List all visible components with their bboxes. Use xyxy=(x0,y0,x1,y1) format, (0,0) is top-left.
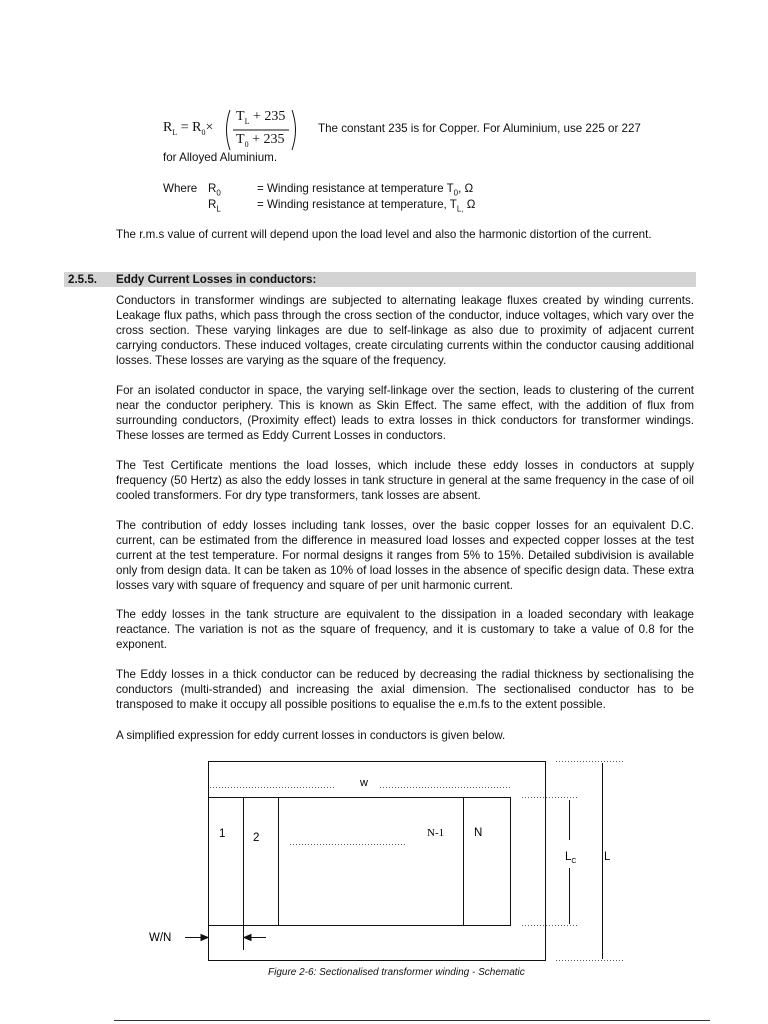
footer-rule xyxy=(114,1020,710,1021)
paragraph-contribution: The contribution of eddy losses including tank losses, over the basic copper losses for an equivalent D.C. current, can be estimated from the difference in measured load losses and expected copper losses at the test current at the test temperature. For normal designs it ranges from 5% to 15%. Detailed subdivision is available only from design data. It can be taken as 10% of load losses in the absence of specific design data. These extra losses vary with square of frequency and square of per unit harmonic current. xyxy=(116,519,694,592)
where-r0-symbol: $R_0$ xyxy=(208,182,221,198)
formula-lhs: $R_L = R_0\times$ xyxy=(163,120,214,137)
label-lc: $L_C$ xyxy=(565,851,577,865)
where-r0-desc: = Winding resistance at temperature $T_0$, Ω xyxy=(257,182,474,198)
formula-note: The constant 235 is for Copper. For Aluminium, use 225 or 227 xyxy=(318,122,641,135)
section-title: Eddy Current Losses in conductors: xyxy=(116,273,317,286)
figure-caption: Figure 2-6: Sectionalised transformer winding - Schematic xyxy=(268,967,525,978)
winding-conductor-region xyxy=(209,798,511,926)
label-l: L xyxy=(604,851,611,863)
where-rl-symbol: $R_L$ xyxy=(208,198,221,214)
paragraph-simplified-expression: A simplified expression for eddy current losses in conductors is given below. xyxy=(116,729,506,742)
paragraph-skin-effect: For an isolated conductor in space, the varying self-linkage over the section, leads to clustering of the current near the conductor periphery. This is known as Skin Effect. The same effect, with the addition of flux from surrounding conductors, (Proximity effect) leads to extra losses in thick conductors for transformer windings. These losses are termed as Eddy Current Losses in conductors. xyxy=(116,384,694,442)
label-wn: W/N xyxy=(149,932,172,944)
formula-note-continued: for Alloyed Aluminium. xyxy=(163,151,278,164)
wn-arrow-left xyxy=(185,935,208,941)
paragraph-tank-losses: The eddy losses in the tank structure are equivalent to the dissipation in a loaded secondary with leakage reactance. The variation is not as the square of frequency, and it is customary to take a value of 0.8 for the exponent. xyxy=(116,608,694,651)
label-conductor-n: N xyxy=(474,827,483,839)
paragraph-eddy-intro: Conductors in transformer windings are subjected to alternating leakage fluxes created by winding currents. Leakage flux paths, which pass through the cross section of the conductor, induce voltages, which vary over the cross section. These varying linkages are due to self-linkage as also due to proximity of adjacent current carrying conductors. These induced voltages, create circulating currents within the conductor causing additional losses. These losses are varying as the square of the frequency. xyxy=(116,294,694,367)
paragraph-test-certificate: The Test Certificate mentions the load losses, which include these eddy losses in conductors at supply frequency (50 Hertz) as also the eddy losses in tank structure in general at the same frequency in the case of oil cooled transformers. For dry type transformers, tank losses are absent. xyxy=(116,459,694,502)
label-w: w xyxy=(360,777,368,789)
formula-denominator: $T_0 + 235$ xyxy=(236,132,285,149)
where-rl-desc: = Winding resistance at temperature, $T_{L,}$ Ω xyxy=(257,198,476,214)
where-label: Where xyxy=(163,182,198,195)
wn-arrow-right xyxy=(244,935,266,941)
section-number: 2.5.5. xyxy=(68,273,98,286)
label-conductor-n-minus-1: N-1 xyxy=(427,827,445,839)
label-conductor-2: 2 xyxy=(253,832,260,844)
formula-numerator: $T_L + 235$ xyxy=(236,109,286,126)
winding-outer-frame xyxy=(209,762,546,961)
paragraph-thick-conductor: The Eddy losses in a thick conductor can be reduced by decreasing the radial thickness by sectionalising the conductors (multi-stranded) and increasing the axial dimension. The sectionalised conductor has to be transposed to make it occupy all possible positions to equalise the e.m.fs to the extent possible. xyxy=(116,668,694,711)
intro-paragraph: The r.m.s value of current will depend upon the load level and also the harmonic distortion of the current. xyxy=(116,228,652,241)
label-conductor-1: 1 xyxy=(219,828,226,840)
